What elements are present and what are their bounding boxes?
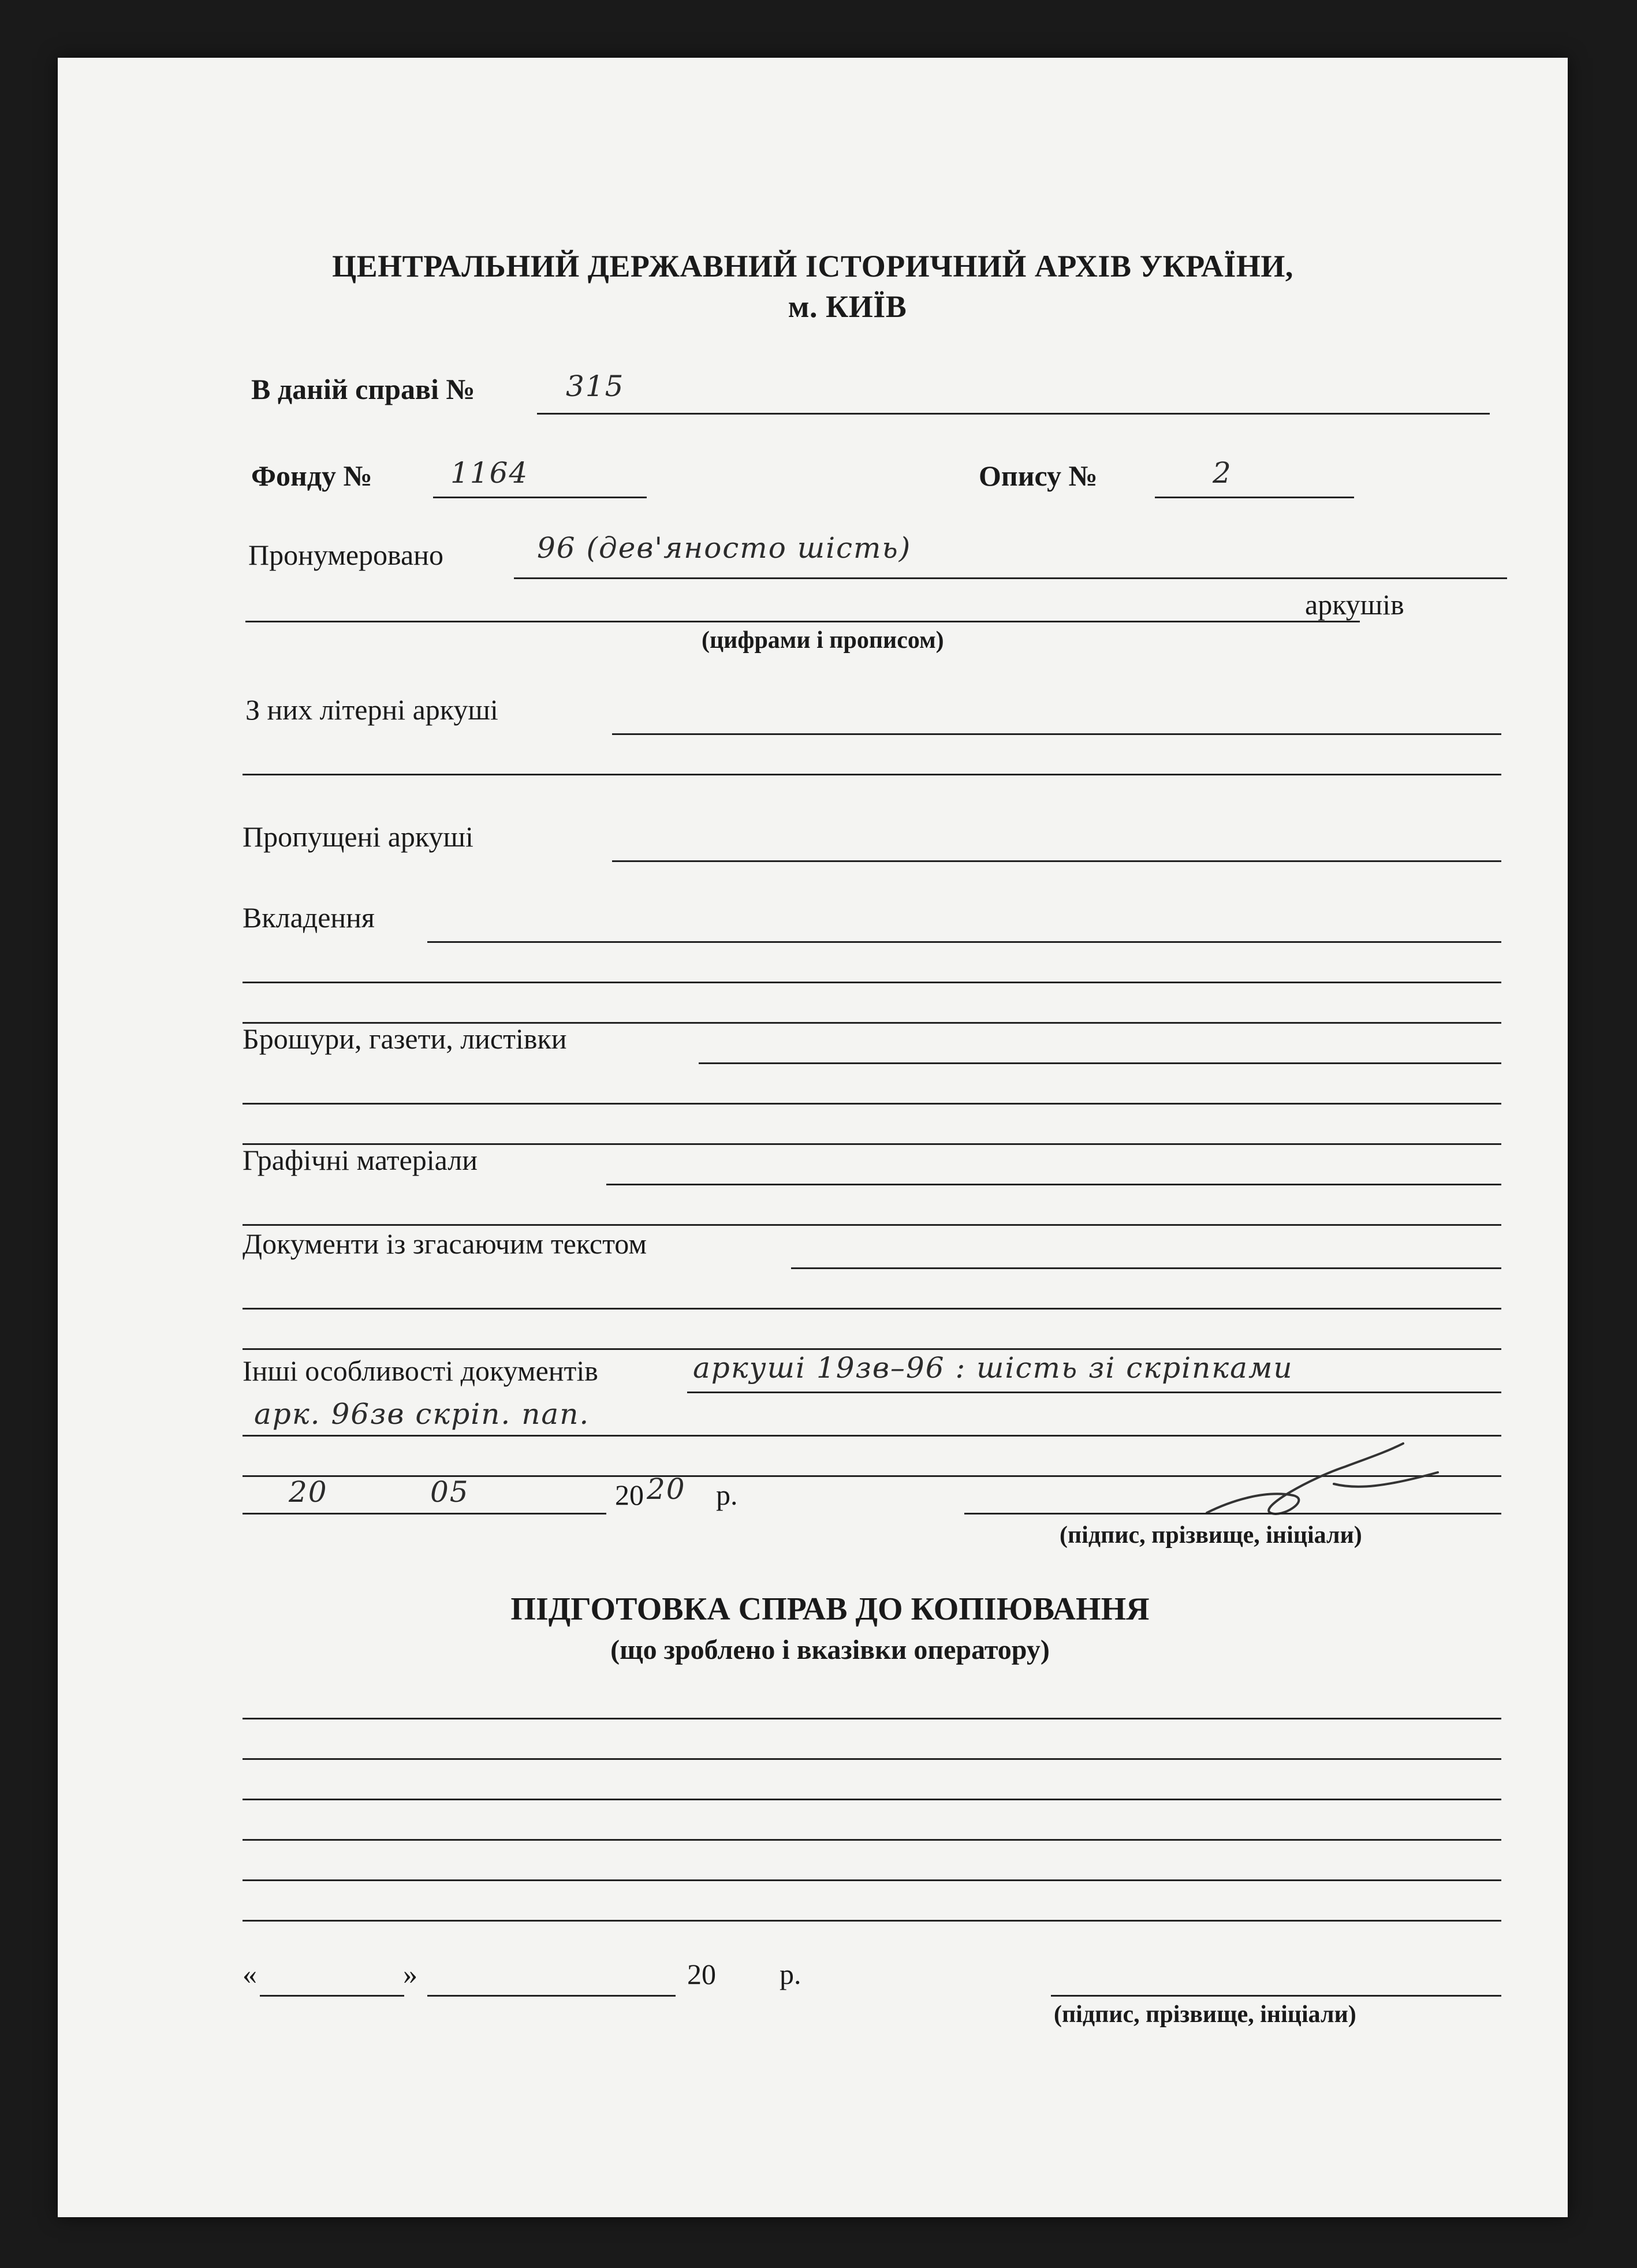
- footer-signature-line: [1051, 1995, 1501, 1997]
- letter-sheets-line2: [243, 774, 1501, 775]
- date-r: р.: [716, 1479, 738, 1511]
- missing-sheets-line: [612, 860, 1501, 862]
- other-features-line: [687, 1392, 1501, 1393]
- footer-close-quote: »: [403, 1958, 417, 1990]
- preparation-line1: [243, 1718, 1501, 1719]
- brochures-line: [699, 1062, 1501, 1064]
- other-features-value-line1: аркуші 19зв–96 : шість зі скріпками: [693, 1351, 1293, 1385]
- footer-year-prefix: 20: [687, 1958, 716, 1990]
- fond-line: [433, 497, 647, 498]
- case-number-line: [537, 413, 1490, 415]
- numbered-label: Пронумеровано: [248, 539, 443, 571]
- archive-title-line2: м. КИЇВ: [788, 289, 907, 324]
- preparation-line6: [243, 1920, 1501, 1922]
- brochures-label: Брошури, газети, листівки: [243, 1023, 567, 1055]
- graphics-label: Графічні матеріали: [243, 1144, 478, 1176]
- date-month-line: [375, 1513, 606, 1515]
- date-day-value: 20: [289, 1475, 328, 1509]
- attachments-line2: [243, 982, 1501, 983]
- brochures-line2: [243, 1103, 1501, 1105]
- preparation-title: ПІДГОТОВКА СПРАВ ДО КОПІЮВАННЯ: [510, 1591, 1150, 1627]
- footer-month-line: [427, 1995, 676, 1997]
- signature-hint: (підпис, прізвище, ініціали): [1060, 1522, 1362, 1549]
- fading-text-line2: [243, 1308, 1501, 1310]
- archive-title-line1: ЦЕНТРАЛЬНИЙ ДЕРЖАВНИЙ ІСТОРИЧНИЙ АРХІВ УКРАЇНИ,: [332, 249, 1293, 284]
- other-features-label: Інші особливості документів: [243, 1355, 598, 1387]
- date-year-suffix: 20: [647, 1472, 686, 1506]
- fond-label: Фонду №: [251, 460, 372, 492]
- attachments-line: [427, 941, 1501, 943]
- other-features-value-line2: арк. 96зв скріп. пап.: [254, 1397, 590, 1431]
- opys-label: Опису №: [979, 460, 1098, 492]
- fond-value: 1164: [450, 456, 529, 490]
- sheets-suffix: аркушів: [1305, 588, 1404, 621]
- date-day-line: [243, 1513, 375, 1515]
- preparation-line3: [243, 1799, 1501, 1800]
- letter-sheets-label: З них літерні аркуші: [245, 693, 498, 726]
- opys-line: [1155, 497, 1354, 498]
- footer-r: р.: [780, 1958, 801, 1990]
- preparation-line5: [243, 1879, 1501, 1881]
- fading-text-label: Документи із згасаючим текстом: [243, 1228, 647, 1260]
- archive-form-page: [58, 58, 1568, 2217]
- case-number-value: 315: [566, 370, 625, 403]
- graphics-line2: [243, 1224, 1501, 1226]
- numbered-line: [514, 577, 1507, 579]
- graphics-line: [606, 1184, 1501, 1185]
- footer-signature-hint: (підпис, прізвище, ініціали): [1054, 2001, 1356, 2028]
- handwritten-signature: [1195, 1432, 1444, 1524]
- case-number-label: В даній справі №: [251, 373, 475, 405]
- numbered-line2: [245, 621, 1360, 622]
- opys-value: 2: [1213, 456, 1232, 490]
- preparation-line4: [243, 1839, 1501, 1841]
- footer-day-line: [260, 1995, 404, 1997]
- attachments-label: Вкладення: [243, 901, 375, 934]
- footer-open-quote: «: [243, 1958, 257, 1990]
- preparation-line2: [243, 1758, 1501, 1760]
- fading-text-line3: [243, 1348, 1501, 1350]
- numbered-hint: (цифрами і прописом): [702, 627, 944, 654]
- signature-line: [964, 1513, 1501, 1515]
- date-month-value: 05: [430, 1475, 469, 1509]
- date-year-prefix: 20: [615, 1479, 644, 1511]
- numbered-value: 96 (дев'яносто шість): [537, 531, 912, 565]
- letter-sheets-line: [612, 733, 1501, 735]
- preparation-subtitle: (що зроблено і вказівки оператору): [610, 1635, 1050, 1665]
- missing-sheets-label: Пропущені аркуші: [243, 820, 473, 853]
- fading-text-line: [791, 1267, 1501, 1269]
